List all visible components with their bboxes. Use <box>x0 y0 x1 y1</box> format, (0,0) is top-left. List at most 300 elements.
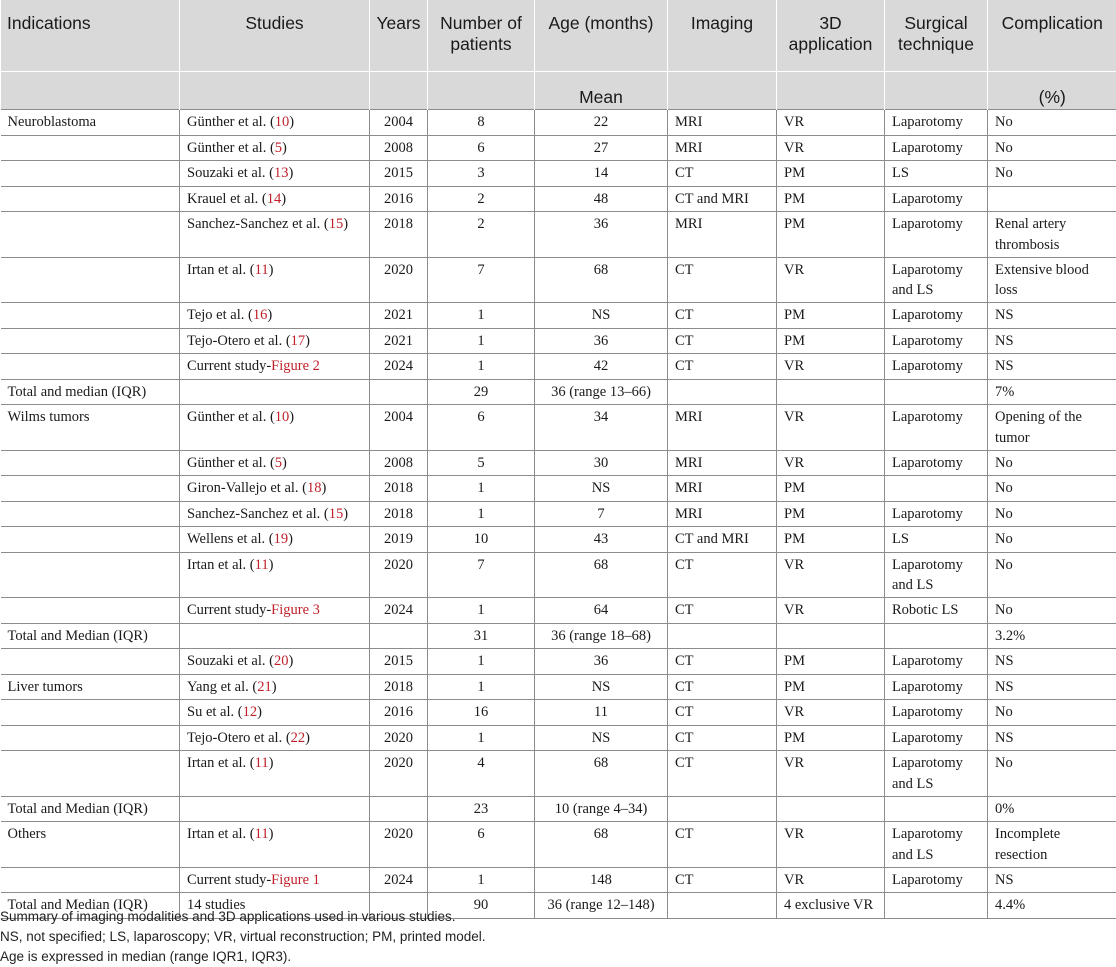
cell-indication: Total and Median (IQR) <box>1 893 180 919</box>
cell-3d-application: PM <box>777 212 885 258</box>
reference-close-paren: ) <box>288 653 293 669</box>
reference-close-paren: ) <box>322 480 327 496</box>
cell-imaging: CT <box>668 822 777 868</box>
cell-technique: LS <box>885 161 988 187</box>
study-name: Souzaki et al. ( <box>187 653 274 669</box>
cell-imaging: CT <box>668 328 777 354</box>
cell-complication: 0% <box>988 796 1116 822</box>
cell-complication: 3.2% <box>988 623 1116 649</box>
cell-imaging: CT <box>668 674 777 700</box>
cell-3d-application: PM <box>777 161 885 187</box>
cell-imaging: CT <box>668 161 777 187</box>
subheader-3d-application <box>777 72 885 110</box>
cell-imaging: MRI <box>668 450 777 476</box>
cell-technique: Laparotomy and LS <box>885 822 988 868</box>
table-header <box>1 0 1116 110</box>
cell-patients: 29 <box>428 379 535 405</box>
table-row <box>1 303 1116 329</box>
cell-age: 68 <box>535 822 668 868</box>
reference-link[interactable]: 15 <box>329 216 344 232</box>
cell-year: 2024 <box>370 354 428 380</box>
cell-indication <box>1 501 180 527</box>
table-row <box>1 796 1116 822</box>
cell-imaging: CT and MRI <box>668 186 777 212</box>
footnote-abbreviations: NS, not specified; LS, laparoscopy; VR, virtual reconstruction; PM, printed model. <box>0 927 485 947</box>
cell-imaging: MRI <box>668 110 777 136</box>
table-row <box>1 405 1116 451</box>
cell-indication <box>1 476 180 502</box>
cell-year: 2015 <box>370 649 428 675</box>
cell-imaging <box>668 379 777 405</box>
reference-close-paren: ) <box>343 506 348 522</box>
cell-study <box>180 552 370 598</box>
cell-imaging: CT <box>668 303 777 329</box>
reference-close-paren: ) <box>269 262 274 278</box>
table-row <box>1 212 1116 258</box>
study-name: Wellens et al. ( <box>187 531 274 547</box>
reference-link[interactable]: 5 <box>275 140 282 156</box>
cell-age: 64 <box>535 598 668 624</box>
study-name: Tejo-Otero et al. ( <box>187 333 291 349</box>
table-row <box>1 822 1116 868</box>
cell-study <box>180 257 370 303</box>
reference-link[interactable]: 18 <box>307 480 322 496</box>
cell-year <box>370 379 428 405</box>
cell-complication: No <box>988 501 1116 527</box>
cell-technique: Laparotomy <box>885 135 988 161</box>
cell-3d-application: PM <box>777 725 885 751</box>
cell-study <box>180 598 370 624</box>
cell-age: 68 <box>535 257 668 303</box>
table-row <box>1 751 1116 797</box>
cell-3d-application: VR <box>777 867 885 893</box>
cell-year: 2024 <box>370 598 428 624</box>
cell-study <box>180 674 370 700</box>
cell-indication <box>1 354 180 380</box>
reference-close-paren: ) <box>305 333 310 349</box>
cell-3d-application: VR <box>777 110 885 136</box>
header-complication: Complication <box>988 0 1116 72</box>
cell-technique: Laparotomy <box>885 725 988 751</box>
cell-3d-application: VR <box>777 450 885 476</box>
cell-year: 2016 <box>370 186 428 212</box>
cell-year: 2020 <box>370 725 428 751</box>
table-row <box>1 867 1116 893</box>
cell-study <box>180 135 370 161</box>
cell-3d-application: VR <box>777 822 885 868</box>
cell-indication <box>1 552 180 598</box>
cell-imaging: MRI <box>668 212 777 258</box>
cell-3d-application <box>777 796 885 822</box>
reference-close-paren: ) <box>282 140 287 156</box>
cell-3d-application: VR <box>777 552 885 598</box>
cell-study <box>180 110 370 136</box>
cell-complication: No <box>988 110 1116 136</box>
table-row <box>1 354 1116 380</box>
cell-patients: 2 <box>428 186 535 212</box>
cell-patients: 7 <box>428 257 535 303</box>
cell-study <box>180 649 370 675</box>
cell-technique <box>885 893 988 919</box>
reference-link[interactable]: 5 <box>275 455 282 471</box>
cell-technique: Laparotomy <box>885 450 988 476</box>
study-name: Tejo et al. ( <box>187 307 253 323</box>
cell-year: 2008 <box>370 135 428 161</box>
cell-age: 30 <box>535 450 668 476</box>
study-name: Current study- <box>187 358 271 374</box>
cell-3d-application: 4 exclusive VR <box>777 893 885 919</box>
cell-technique: Laparotomy <box>885 303 988 329</box>
table-row <box>1 379 1116 405</box>
table-row <box>1 110 1116 136</box>
footnote-age: Age is expressed in median (range IQR1, IQR3). <box>0 947 485 967</box>
cell-age: 68 <box>535 751 668 797</box>
cell-technique <box>885 379 988 405</box>
header-years: Years <box>370 0 428 72</box>
cell-patients: 6 <box>428 405 535 451</box>
cell-age: 34 <box>535 405 668 451</box>
cell-indication <box>1 212 180 258</box>
cell-3d-application: PM <box>777 476 885 502</box>
cell-patients: 1 <box>428 598 535 624</box>
cell-complication: Opening of the tumor <box>988 405 1116 451</box>
cell-imaging: CT <box>668 751 777 797</box>
cell-complication: NS <box>988 649 1116 675</box>
header-studies: Studies <box>180 0 370 72</box>
cell-patients: 6 <box>428 135 535 161</box>
cell-imaging: MRI <box>668 405 777 451</box>
table-row <box>1 135 1116 161</box>
reference-close-paren: ) <box>305 730 310 746</box>
cell-complication: NS <box>988 303 1116 329</box>
cell-complication: NS <box>988 354 1116 380</box>
footnote-summary: Summary of imaging modalities and 3D applications used in various studies. <box>0 907 485 927</box>
cell-3d-application <box>777 379 885 405</box>
reference-link[interactable]: 19 <box>274 531 289 547</box>
cell-patients: 1 <box>428 501 535 527</box>
cell-indication <box>1 725 180 751</box>
cell-study <box>180 822 370 868</box>
cell-patients: 31 <box>428 623 535 649</box>
cell-3d-application: PM <box>777 501 885 527</box>
study-name: Günther et al. ( <box>187 114 275 130</box>
cell-technique: Laparotomy and LS <box>885 257 988 303</box>
cell-technique: Laparotomy and LS <box>885 751 988 797</box>
cell-year: 2024 <box>370 867 428 893</box>
study-name: Sanchez-Sanchez et al. ( <box>187 216 329 232</box>
cell-imaging: MRI <box>668 135 777 161</box>
cell-year: 2019 <box>370 527 428 553</box>
subheader-age-mean: Mean <box>535 72 668 110</box>
cell-indication <box>1 186 180 212</box>
figure-link[interactable]: Figure 2 <box>271 358 320 374</box>
cell-indication <box>1 328 180 354</box>
study-name: Current study- <box>187 872 271 888</box>
cell-3d-application: VR <box>777 751 885 797</box>
study-name: Günther et al. ( <box>187 409 275 425</box>
reference-link[interactable]: 11 <box>255 557 269 573</box>
cell-imaging: CT <box>668 725 777 751</box>
cell-complication: NS <box>988 674 1116 700</box>
reference-link[interactable]: 21 <box>257 679 272 695</box>
reference-link[interactable]: 12 <box>243 704 258 720</box>
cell-age: 7 <box>535 501 668 527</box>
header-age: Age (months) <box>535 0 668 72</box>
study-name: Souzaki et al. ( <box>187 165 274 181</box>
cell-complication: Renal artery thrombosis <box>988 212 1116 258</box>
cell-patients: 1 <box>428 354 535 380</box>
cell-3d-application: VR <box>777 598 885 624</box>
cell-technique <box>885 623 988 649</box>
reference-link[interactable]: 16 <box>253 307 268 323</box>
cell-patients: 1 <box>428 867 535 893</box>
cell-imaging: MRI <box>668 476 777 502</box>
cell-technique <box>885 476 988 502</box>
cell-patients: 23 <box>428 796 535 822</box>
cell-3d-application: PM <box>777 186 885 212</box>
cell-age: NS <box>535 725 668 751</box>
reference-link[interactable]: 10 <box>275 114 290 130</box>
study-name: Günther et al. ( <box>187 140 275 156</box>
cell-study <box>180 450 370 476</box>
cell-patients: 8 <box>428 110 535 136</box>
cell-year: 2015 <box>370 161 428 187</box>
figure-link[interactable]: Figure 1 <box>271 872 320 888</box>
cell-imaging: CT <box>668 354 777 380</box>
header-imaging: Imaging <box>668 0 777 72</box>
cell-technique: Laparotomy <box>885 354 988 380</box>
reference-close-paren: ) <box>267 307 272 323</box>
cell-3d-application: VR <box>777 135 885 161</box>
study-name: Giron-Vallejo et al. ( <box>187 480 307 496</box>
cell-imaging: CT <box>668 649 777 675</box>
header-number-of-patients: Number of patients <box>428 0 535 72</box>
cell-patients: 4 <box>428 751 535 797</box>
cell-year: 2020 <box>370 822 428 868</box>
table-row <box>1 476 1116 502</box>
cell-complication: Incomplete resection <box>988 822 1116 868</box>
cell-year: 2018 <box>370 501 428 527</box>
cell-indication <box>1 867 180 893</box>
cell-age: 36 (range 18–68) <box>535 623 668 649</box>
cell-study <box>180 867 370 893</box>
cell-technique: Laparotomy <box>885 700 988 726</box>
cell-study <box>180 623 370 649</box>
cell-age: 43 <box>535 527 668 553</box>
cell-technique: Laparotomy <box>885 405 988 451</box>
reference-link[interactable]: 15 <box>329 506 344 522</box>
cell-study <box>180 405 370 451</box>
cell-age: 36 <box>535 649 668 675</box>
cell-year: 2020 <box>370 552 428 598</box>
table-row <box>1 674 1116 700</box>
cell-year: 2004 <box>370 405 428 451</box>
reference-link[interactable]: 11 <box>255 262 269 278</box>
cell-indication: Others <box>1 822 180 868</box>
cell-technique: Laparotomy <box>885 649 988 675</box>
cell-complication: 4.4% <box>988 893 1116 919</box>
cell-3d-application: PM <box>777 527 885 553</box>
cell-study <box>180 161 370 187</box>
cell-patients: 16 <box>428 700 535 726</box>
cell-study <box>180 354 370 380</box>
cell-study <box>180 725 370 751</box>
subheader-studies <box>180 72 370 110</box>
cell-indication <box>1 135 180 161</box>
cell-age: 14 <box>535 161 668 187</box>
cell-indication <box>1 527 180 553</box>
cell-patients: 90 <box>428 893 535 919</box>
reference-close-paren: ) <box>288 531 293 547</box>
cell-technique: Robotic LS <box>885 598 988 624</box>
cell-patients: 10 <box>428 527 535 553</box>
study-name: Tejo-Otero et al. ( <box>187 730 291 746</box>
cell-complication: NS <box>988 867 1116 893</box>
cell-technique: Laparotomy <box>885 867 988 893</box>
cell-imaging: CT and MRI <box>668 527 777 553</box>
table-footnotes <box>0 907 485 967</box>
cell-imaging: MRI <box>668 501 777 527</box>
cell-imaging <box>668 796 777 822</box>
cell-3d-application: VR <box>777 257 885 303</box>
cell-age: 36 <box>535 328 668 354</box>
cell-complication: NS <box>988 725 1116 751</box>
cell-imaging: CT <box>668 700 777 726</box>
cell-complication: No <box>988 700 1116 726</box>
cell-indication: Liver tumors <box>1 674 180 700</box>
study-name: Irtan et al. ( <box>187 826 255 842</box>
cell-imaging: CT <box>668 598 777 624</box>
reference-close-paren: ) <box>269 755 274 771</box>
cell-indication <box>1 751 180 797</box>
reference-close-paren: ) <box>289 409 294 425</box>
cell-indication: Total and Median (IQR) <box>1 796 180 822</box>
cell-year: 2020 <box>370 257 428 303</box>
table-row <box>1 161 1116 187</box>
reference-link[interactable]: 17 <box>291 333 306 349</box>
study-name: Irtan et al. ( <box>187 557 255 573</box>
cell-patients: 1 <box>428 649 535 675</box>
cell-age: 48 <box>535 186 668 212</box>
cell-age: 148 <box>535 867 668 893</box>
table-row <box>1 552 1116 598</box>
reference-link[interactable]: 22 <box>291 730 306 746</box>
cell-technique: Laparotomy <box>885 186 988 212</box>
cell-complication: No <box>988 161 1116 187</box>
cell-study <box>180 212 370 258</box>
cell-age: 10 (range 4–34) <box>535 796 668 822</box>
reference-close-paren: ) <box>288 165 293 181</box>
cell-complication <box>988 186 1116 212</box>
study-name: Yang et al. ( <box>187 679 257 695</box>
cell-age: NS <box>535 476 668 502</box>
cell-study <box>180 328 370 354</box>
cell-study <box>180 527 370 553</box>
cell-year: 2008 <box>370 450 428 476</box>
cell-3d-application: PM <box>777 649 885 675</box>
cell-study <box>180 751 370 797</box>
cell-complication: 7% <box>988 379 1116 405</box>
table-row <box>1 450 1116 476</box>
cell-3d-application: PM <box>777 303 885 329</box>
reference-link[interactable]: 10 <box>275 409 290 425</box>
subheader-imaging <box>668 72 777 110</box>
cell-study <box>180 501 370 527</box>
cell-3d-application: VR <box>777 700 885 726</box>
cell-patients: 6 <box>428 822 535 868</box>
cell-indication: Wilms tumors <box>1 405 180 451</box>
cell-indication <box>1 450 180 476</box>
cell-age: 36 (range 12–148) <box>535 893 668 919</box>
study-name: Su et al. ( <box>187 704 243 720</box>
table-body <box>1 110 1116 919</box>
cell-study <box>180 186 370 212</box>
cell-indication: Neuroblastoma <box>1 110 180 136</box>
cell-3d-application: PM <box>777 674 885 700</box>
reference-link[interactable]: 13 <box>274 165 289 181</box>
cell-year <box>370 796 428 822</box>
cell-age: 11 <box>535 700 668 726</box>
reference-link[interactable]: 20 <box>274 653 289 669</box>
table-row <box>1 257 1116 303</box>
cell-patients: 2 <box>428 212 535 258</box>
table-row <box>1 649 1116 675</box>
cell-imaging: CT <box>668 257 777 303</box>
figure-link[interactable]: Figure 3 <box>271 602 320 618</box>
reference-close-paren: ) <box>343 216 348 232</box>
cell-study <box>180 700 370 726</box>
cell-patients: 7 <box>428 552 535 598</box>
reference-close-paren: ) <box>289 114 294 130</box>
cell-patients: 1 <box>428 303 535 329</box>
reference-link[interactable]: 11 <box>255 755 269 771</box>
reference-link[interactable]: 11 <box>255 826 269 842</box>
cell-year: 2020 <box>370 751 428 797</box>
table-row <box>1 725 1116 751</box>
cell-indication <box>1 161 180 187</box>
table-row <box>1 623 1116 649</box>
cell-indication <box>1 598 180 624</box>
cell-technique: Laparotomy <box>885 212 988 258</box>
cell-complication: No <box>988 450 1116 476</box>
cell-year: 2018 <box>370 476 428 502</box>
study-name: Irtan et al. ( <box>187 262 255 278</box>
cell-indication <box>1 257 180 303</box>
cell-study <box>180 796 370 822</box>
cell-age: 68 <box>535 552 668 598</box>
cell-patients: 5 <box>428 450 535 476</box>
cell-age: 36 (range 13–66) <box>535 379 668 405</box>
header-indications: Indications <box>1 0 180 72</box>
header-surgical-technique: Surgical technique <box>885 0 988 72</box>
cell-complication: No <box>988 552 1116 598</box>
study-name: Sanchez-Sanchez et al. ( <box>187 506 329 522</box>
reference-link[interactable]: 14 <box>267 191 282 207</box>
cell-indication: Total and Median (IQR) <box>1 623 180 649</box>
cell-year: 2018 <box>370 674 428 700</box>
subheader-number <box>428 72 535 110</box>
cell-study <box>180 303 370 329</box>
header-3d-application: 3D application <box>777 0 885 72</box>
reference-close-paren: ) <box>257 704 262 720</box>
table-row <box>1 527 1116 553</box>
cell-patients: 1 <box>428 328 535 354</box>
cell-3d-application: VR <box>777 354 885 380</box>
cell-study <box>180 379 370 405</box>
cell-year: 2004 <box>370 110 428 136</box>
cell-imaging: CT <box>668 552 777 598</box>
study-name: Krauel et al. ( <box>187 191 267 207</box>
